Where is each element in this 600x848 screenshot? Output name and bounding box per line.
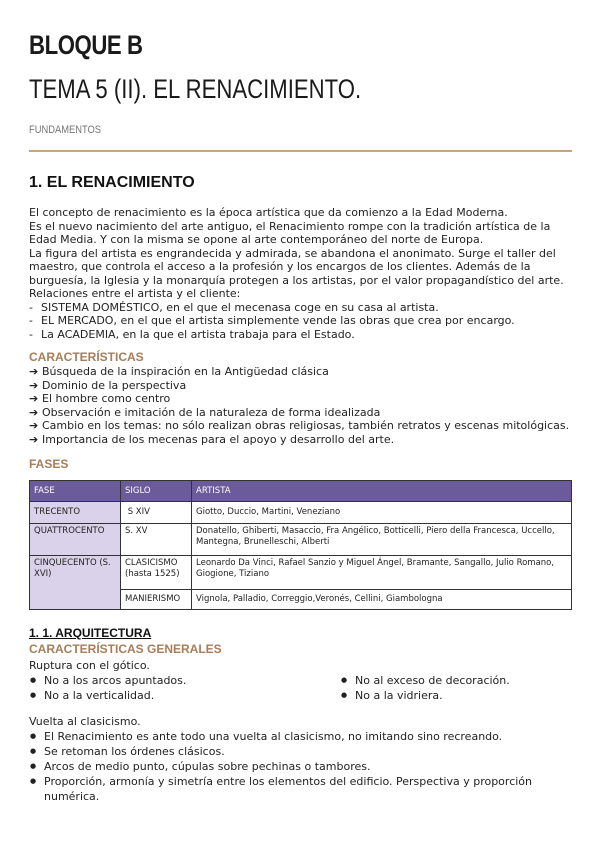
ruptura-list-right [340,673,510,703]
list-item: ● El Renacimiento es ante todo una vuelta al clasicismo, no imitando sino recreando. [29,729,574,744]
cell-artista: Donatello, Ghiberti, Masaccio, Fra Angélico, Botticelli, Piero della Francesca, Uccello, Mantegna, Brunelleschi, Alberti [192,524,572,556]
cell-siglo: CLASICISMO (hasta 1525) [121,556,192,590]
list-item: ● No a la verticalidad. [29,688,186,703]
column-header: SIGLO [121,481,192,502]
ruptura-block [29,658,574,705]
cell-fase: CINQUECENTO (S. XVI) [30,556,121,610]
cell-artista: Leonardo Da Vinci, Rafael Sanzio y Miguel Ángel, Bramante, Sangallo, Julio Romano, Giogione, Tiziano [192,556,572,590]
vuelta-label: Vuelta al clasicismo. [29,715,141,728]
cell-siglo: MANIERISMO [121,590,192,610]
list-item: ● Se retoman los órdenes clásicos. [29,744,574,759]
caracteristicas-block [29,365,574,446]
relations-list [29,301,574,342]
column-header: FASE [30,481,121,502]
intro-paragraph: La figura del artista es engrandecida y admirada, se abandona el anonimato. Surge el taller del maestro, que controla el acceso a la profesión y los encargos de los clientes. Además de la burguesía, la Iglesia y la monarquía protegen a los artistas, por el valor propagandístico del arte. [29,246,564,287]
fases-table [29,480,572,610]
arrow-icon: ➔ [29,378,39,392]
list-item: ● No al exceso de decoración. [340,673,510,688]
list-item: - La ACADEMIA, en la que el artista trabaja para el Estado. [29,328,574,342]
caracteristicas-list [29,365,574,446]
caracteristicas-heading: CARACTERÍSTICAS [29,350,144,364]
intro-paragraph: El concepto de renacimiento es la época artística que da comienzo a la Edad Moderna. [29,206,508,219]
list-item: ➔ Búsqueda de la inspiración en la Antigüedad clásica [29,365,329,378]
cell-artista: Giotto, Duccio, Martini, Veneziano [192,502,572,524]
vuelta-block [29,714,574,804]
list-item: ➔ El hombre como centro [29,392,171,405]
ruptura-list-left [29,673,186,703]
list-item: ● Proporción, armonía y simetría entre los elementos del edificio. Perspectiva y proporción numérica. [29,774,574,804]
ruptura-label: Ruptura con el gótico. [29,659,150,672]
arrow-icon: ➔ [29,419,39,432]
table-header-row [30,481,572,502]
arrow-icon: ➔ [29,365,39,378]
table-row [30,502,572,524]
arrow-icon: ➔ [29,392,39,405]
section-heading-renacimiento: 1. EL RENACIMIENTO [29,174,195,191]
list-item: ➔ Cambio en los temas: no sólo realizan obras religiosas, también retratos y escenas mitológicas. [29,419,570,432]
subtitle-fundamentos: FUNDAMENTOS [29,124,102,136]
vuelta-list [29,729,574,804]
list-item: ● No a los arcos apuntados. [29,673,186,688]
cell-siglo: S XIV [121,502,192,524]
caracteristicas-generales-heading: CARACTERÍSTICAS GENERALES [29,642,222,656]
list-item: ➔ Observación e imitación de la naturaleza de forma idealizada [29,405,381,419]
list-item: ➔ Dominio de la perspectiva [29,378,187,392]
cell-fase: TRECENTO [30,502,121,524]
list-item: ➔ Importancia de los mecenas para el apoyo y desarrollo del arte. [29,432,395,446]
cell-fase: QUATTROCENTO [30,524,121,556]
arrow-icon: ➔ [29,432,39,446]
title-tema: TEMA 5 (II). EL RENACIMIENTO. [29,74,362,104]
list-item: ● Arcos de medio punto, cúpulas sobre pechinas o tambores. [29,759,574,774]
cell-siglo: S. XV [121,524,192,556]
header-divider [29,150,572,152]
intro-paragraph: Es el nuevo nacimiento del arte antiguo, el Renacimiento rompe con la tradición artística de la Edad Media. Y con la misma se opone al arte contemporáneo del norte de Europa. [29,219,551,246]
intro-paragraph: Relaciones entre el artista y el cliente: [29,287,241,300]
list-item: - SISTEMA DOMÉSTICO, en el que el mecenasa coge en su casa al artista. [29,301,574,315]
list-item: ● No a la vidriera. [340,688,510,703]
table-row [30,524,572,556]
table-row [30,556,572,590]
title-bloque: BLOQUE B [29,30,143,60]
intro-text [29,206,574,341]
fases-heading: FASES [29,457,69,471]
cell-artista: Vignola, Palladio, Correggio,Veronés, Cellini, Giambologna [192,590,572,610]
list-item: - EL MERCADO, en el que el artista simplemente vende las obras que crea por encargo. [29,314,574,328]
column-header: ARTISTA [192,481,572,502]
arquitectura-heading: 1. 1. ARQUITECTURA [29,626,152,640]
arrow-icon: ➔ [29,405,39,419]
